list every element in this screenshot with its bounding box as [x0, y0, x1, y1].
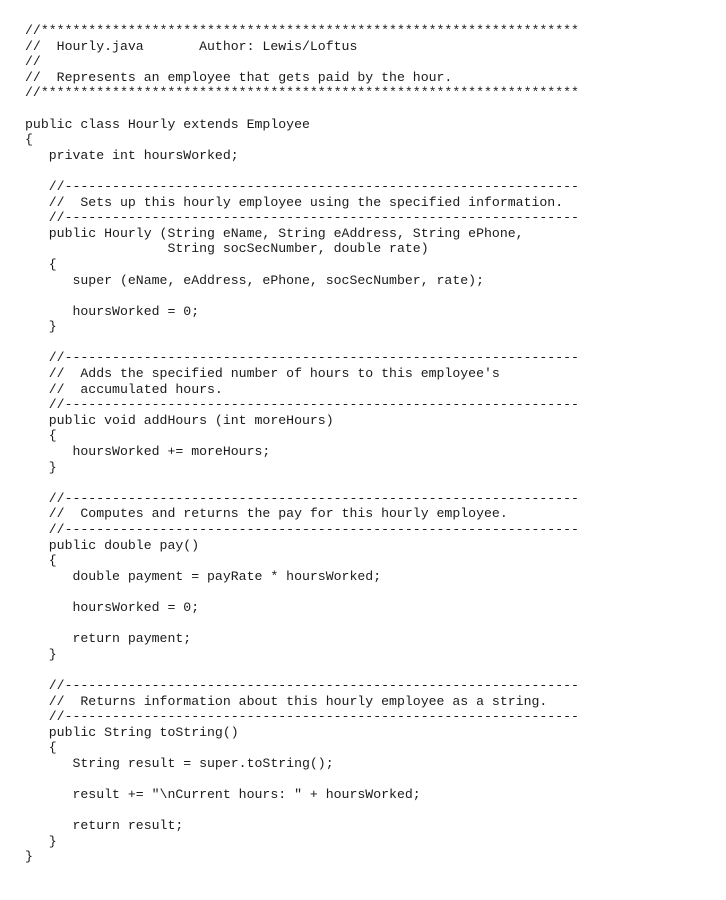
brace-line: {: [25, 428, 57, 444]
method-comment-line: // Sets up this hourly employee using the specified information.: [25, 194, 564, 210]
method-comment-line: // Returns information about this hourly employee as a string.: [25, 693, 548, 709]
brace-line: {: [25, 256, 57, 272]
separator-line: //-----------------------------------------------------------------: [25, 397, 579, 413]
separator-line: //-----------------------------------------------------------------: [25, 709, 579, 725]
blank-line: [25, 803, 715, 819]
code-statement-line: String result = super.toString();: [25, 755, 334, 771]
method-comment-line: // accumulated hours.: [25, 381, 223, 397]
constructor-signature-line: public Hourly (String eName, String eAddress, String ePhone,: [25, 225, 524, 241]
constructor-signature-line: String socSecNumber, double rate): [25, 241, 429, 257]
code-statement-line: return payment;: [25, 631, 192, 647]
code-statement-line: return result;: [25, 818, 184, 834]
separator-line: //-----------------------------------------------------------------: [25, 350, 579, 366]
banner-top-line: //********************************************************************: [25, 23, 579, 38]
separator-line: //-----------------------------------------------------------------: [25, 490, 579, 506]
blank-line: [25, 475, 715, 491]
file-header-line: // Hourly.java Author: Lewis/Loftus: [25, 38, 358, 54]
blank-line: [25, 662, 715, 678]
blank-line: [25, 772, 715, 788]
banner-bottom-line: //********************************************************************: [25, 85, 579, 101]
separator-line: //-----------------------------------------------------------------: [25, 178, 579, 194]
blank-line: [25, 584, 715, 600]
code-statement-line: hoursWorked = 0;: [25, 599, 200, 615]
code-statement-line: result += "\nCurrent hours: " + hoursWorked;: [25, 787, 421, 803]
brace-line: }: [25, 459, 57, 475]
brace-line: }: [25, 833, 57, 849]
comment-line: //: [25, 54, 41, 70]
separator-line: //-----------------------------------------------------------------: [25, 677, 579, 693]
separator-line: //-----------------------------------------------------------------: [25, 522, 579, 537]
file-description-line: // Represents an employee that gets paid by the hour.: [25, 69, 453, 85]
code-statement-line: super (eName, eAddress, ePhone, socSecNumber, rate);: [25, 272, 484, 288]
method-signature-line: public String toString(): [25, 724, 239, 740]
blank-line: [25, 288, 715, 304]
method-comment-line: // Computes and returns the pay for this hourly employee.: [25, 506, 508, 522]
brace-line: }: [25, 849, 33, 865]
brace-line: }: [25, 646, 57, 662]
brace-line: {: [25, 553, 57, 569]
blank-line: [25, 101, 715, 117]
separator-line: //-----------------------------------------------------------------: [25, 210, 579, 226]
blank-line: [25, 163, 715, 179]
method-signature-line: public void addHours (int moreHours): [25, 412, 334, 428]
class-declaration-line: public class Hourly extends Employee: [25, 116, 310, 132]
code-statement-line: double payment = payRate * hoursWorked;: [25, 568, 382, 584]
code-statement-line: hoursWorked += moreHours;: [25, 444, 271, 460]
code-listing: [25, 23, 715, 865]
method-comment-line: // Adds the specified number of hours to this employee's: [25, 366, 500, 382]
brace-line: {: [25, 740, 57, 756]
field-declaration-line: private int hoursWorked;: [25, 147, 239, 163]
method-signature-line: public double pay(): [25, 537, 200, 553]
brace-line: {: [25, 132, 33, 148]
blank-line: [25, 616, 715, 632]
code-statement-line: hoursWorked = 0;: [25, 303, 200, 319]
brace-line: }: [25, 319, 57, 335]
blank-line: [25, 335, 715, 351]
